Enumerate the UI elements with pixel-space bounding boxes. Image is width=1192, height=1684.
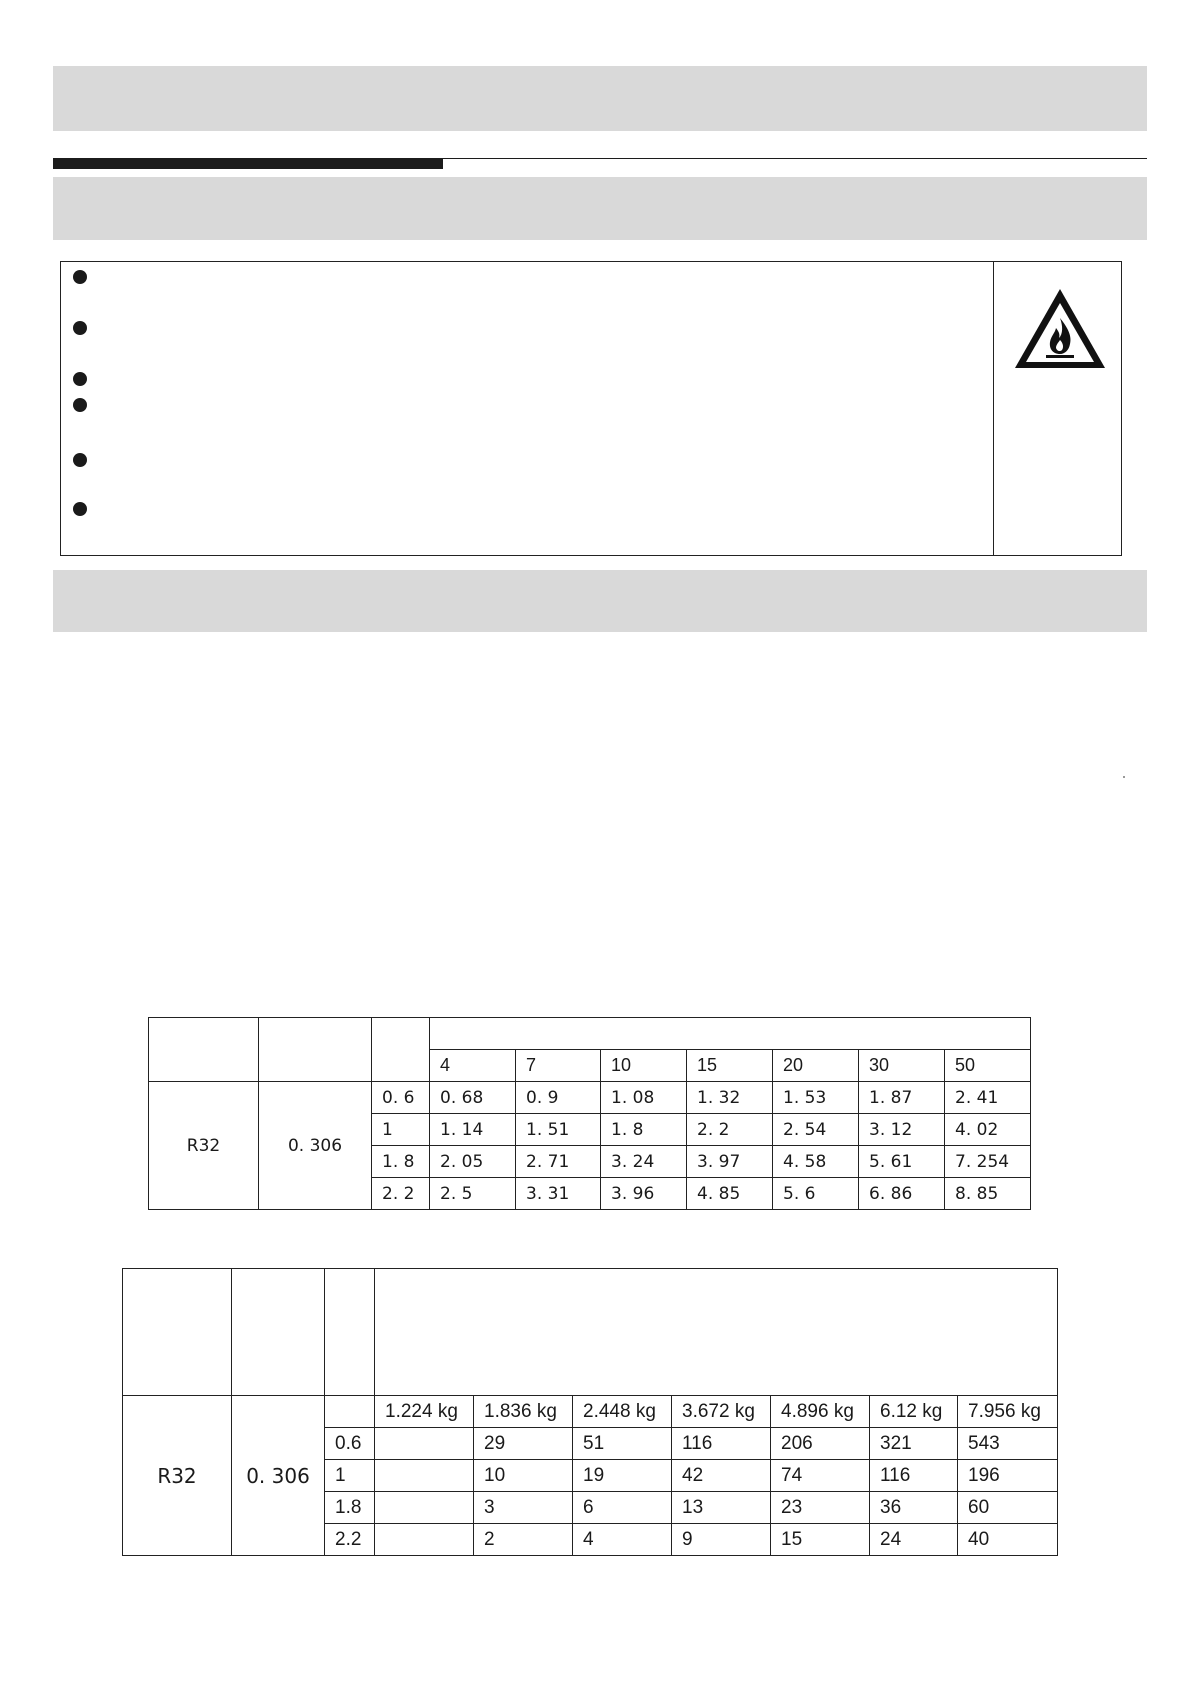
value-cell: [375, 1492, 474, 1524]
value-cell: 2. 05: [430, 1146, 516, 1178]
bullet-icon: [73, 502, 87, 516]
header-band: [53, 66, 1147, 131]
value-cell: 543: [958, 1428, 1058, 1460]
value-cell: 42: [672, 1460, 771, 1492]
column-header: 4: [430, 1050, 516, 1082]
value-cell: 3. 12: [859, 1114, 945, 1146]
value-cell: 6: [573, 1492, 672, 1524]
header-cell-lfl: [259, 1018, 372, 1082]
bullet-icon: [73, 398, 87, 412]
value-cell: 206: [771, 1428, 870, 1460]
value-cell: [375, 1524, 474, 1556]
value-cell: 40: [958, 1524, 1058, 1556]
value-cell: 1. 32: [687, 1082, 773, 1114]
bullet-icon: [73, 453, 87, 467]
flammable-warning-icon: [1012, 286, 1108, 372]
value-cell: 2: [474, 1524, 573, 1556]
value-cell: 7. 254: [945, 1146, 1031, 1178]
height-cell: 1: [325, 1460, 375, 1492]
value-cell: 116: [672, 1428, 771, 1460]
column-header: 3.672 kg: [672, 1396, 771, 1428]
value-cell: 1. 53: [773, 1082, 859, 1114]
value-cell: 0. 68: [430, 1082, 516, 1114]
column-header: 6.12 kg: [870, 1396, 958, 1428]
value-cell: 24: [870, 1524, 958, 1556]
value-cell: 15: [771, 1524, 870, 1556]
value-cell: 2. 54: [773, 1114, 859, 1146]
value-cell: 5. 6: [773, 1178, 859, 1210]
column-header: 15: [687, 1050, 773, 1082]
bullet-icon: [73, 372, 87, 386]
header-cell-lfl: [232, 1269, 325, 1396]
value-cell: 51: [573, 1428, 672, 1460]
column-header: 20: [773, 1050, 859, 1082]
value-cell: 36: [870, 1492, 958, 1524]
column-header: 1.836 kg: [474, 1396, 573, 1428]
value-cell: 23: [771, 1492, 870, 1524]
height-cell: 2.2: [325, 1524, 375, 1556]
value-cell: 4. 85: [687, 1178, 773, 1210]
header-cell-height: [372, 1018, 430, 1082]
column-header: 4.896 kg: [771, 1396, 870, 1428]
value-cell: 321: [870, 1428, 958, 1460]
section-rule-thin: [443, 158, 1147, 159]
value-cell: [375, 1460, 474, 1492]
height-cell: 1. 8: [372, 1146, 430, 1178]
header-cell-refrigerant: [123, 1269, 232, 1396]
header-cell-refrigerant: [149, 1018, 259, 1082]
value-cell: 3: [474, 1492, 573, 1524]
value-cell: 9: [672, 1524, 771, 1556]
value-cell: 0. 9: [516, 1082, 601, 1114]
value-cell: 196: [958, 1460, 1058, 1492]
value-cell: 4: [573, 1524, 672, 1556]
minimum-room-area-table: [122, 1268, 1058, 1556]
warning-box: [60, 261, 1122, 556]
section-heading-band: [53, 177, 1147, 240]
refrigerant-cell: R32: [123, 1396, 232, 1556]
bullet-icon: [73, 270, 87, 284]
bullet-icon: [73, 321, 87, 335]
value-cell: 2. 71: [516, 1146, 601, 1178]
value-cell: 2. 2: [687, 1114, 773, 1146]
value-cell: 19: [573, 1460, 672, 1492]
height-cell: 1.8: [325, 1492, 375, 1524]
value-cell: 1. 14: [430, 1114, 516, 1146]
height-cell: 2. 2: [372, 1178, 430, 1210]
height-cell: 0.6: [325, 1428, 375, 1460]
value-cell: 3. 96: [601, 1178, 687, 1210]
value-cell: 4. 58: [773, 1146, 859, 1178]
lfl-cell: 0. 306: [259, 1082, 372, 1210]
header-cell-area: [430, 1018, 1031, 1050]
column-header: 30: [859, 1050, 945, 1082]
stray-mark: [1123, 776, 1125, 778]
header-cell-height: [325, 1269, 375, 1396]
value-cell: 5. 61: [859, 1146, 945, 1178]
column-header: 7.956 kg: [958, 1396, 1058, 1428]
value-cell: 13: [672, 1492, 771, 1524]
section-heading-band: [53, 570, 1147, 632]
column-header: 7: [516, 1050, 601, 1082]
value-cell: 74: [771, 1460, 870, 1492]
value-cell: 1. 08: [601, 1082, 687, 1114]
column-header: 1.224 kg: [375, 1396, 474, 1428]
warning-divider: [993, 262, 994, 555]
value-cell: 1. 87: [859, 1082, 945, 1114]
value-cell: 1. 8: [601, 1114, 687, 1146]
value-cell: 3. 24: [601, 1146, 687, 1178]
value-cell: 29: [474, 1428, 573, 1460]
column-header: 2.448 kg: [573, 1396, 672, 1428]
value-cell: [375, 1428, 474, 1460]
value-cell: 2. 41: [945, 1082, 1031, 1114]
value-cell: 10: [474, 1460, 573, 1492]
column-header: 10: [601, 1050, 687, 1082]
value-cell: 3. 97: [687, 1146, 773, 1178]
value-cell: 1. 51: [516, 1114, 601, 1146]
value-cell: 4. 02: [945, 1114, 1031, 1146]
height-cell: 0. 6: [372, 1082, 430, 1114]
charge-limit-table: [148, 1017, 1031, 1210]
value-cell: 8. 85: [945, 1178, 1031, 1210]
value-cell: 60: [958, 1492, 1058, 1524]
value-cell: 116: [870, 1460, 958, 1492]
value-cell: 3. 31: [516, 1178, 601, 1210]
value-cell: 6. 86: [859, 1178, 945, 1210]
lfl-cell: 0. 306: [232, 1396, 325, 1556]
column-header: 50: [945, 1050, 1031, 1082]
header-cell-charge: [375, 1269, 1058, 1396]
height-header-cell: [325, 1396, 375, 1428]
refrigerant-cell: R32: [149, 1082, 259, 1210]
section-rule-thick: [53, 158, 443, 169]
value-cell: 2. 5: [430, 1178, 516, 1210]
height-cell: 1: [372, 1114, 430, 1146]
